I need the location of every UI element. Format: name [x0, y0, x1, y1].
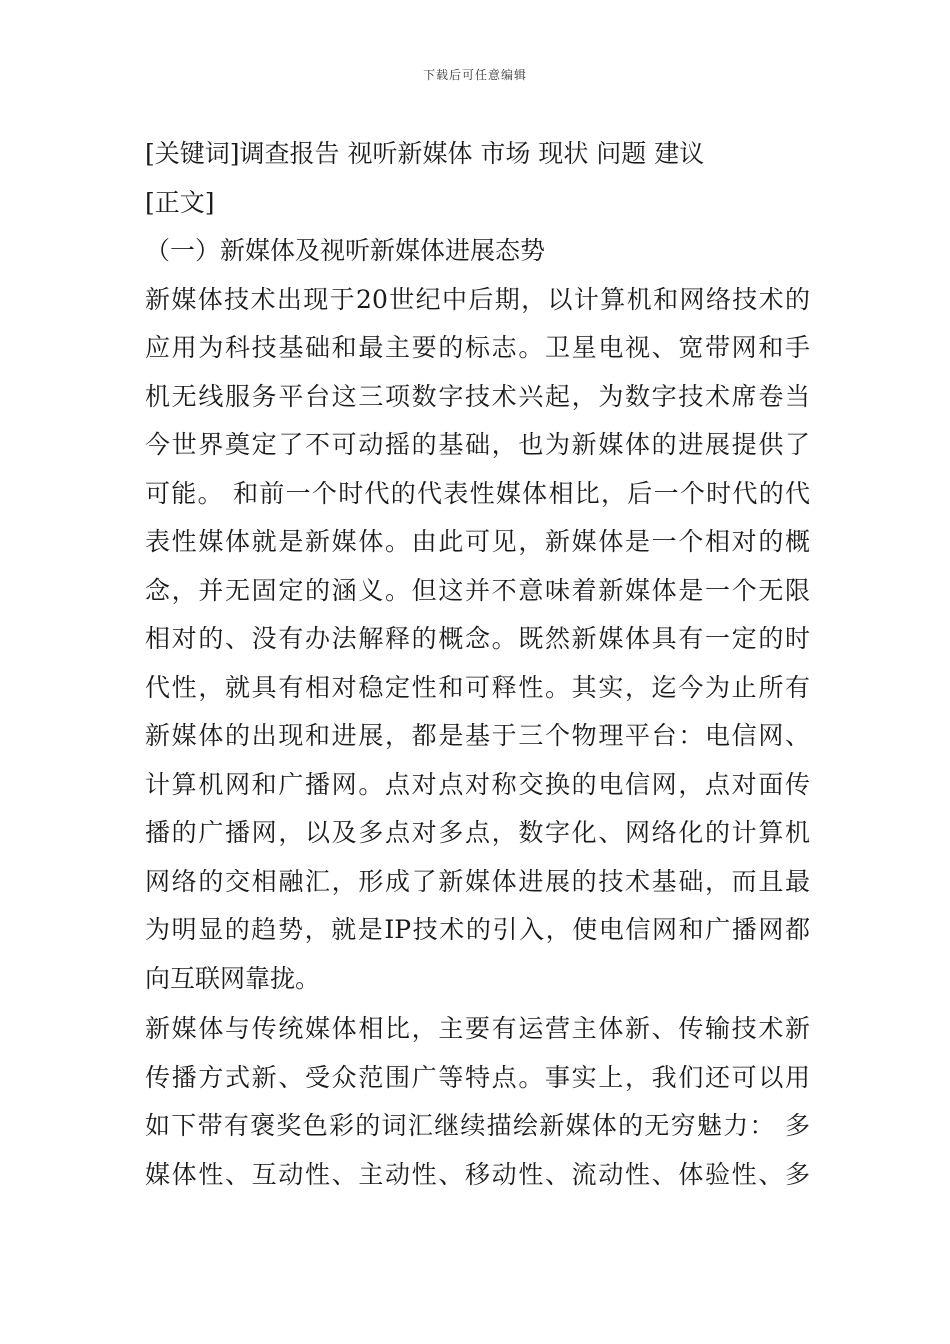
- paragraph-line: 新媒体的出现和进展，都是基于三个物理平台：电信网、: [145, 721, 810, 750]
- paragraph-2: [145, 1005, 810, 1199]
- paragraph-line: 表性媒体就是新媒体。由此可见，新媒体是一个相对的概: [145, 527, 810, 556]
- paragraph-line: 向互联网靠拢。: [145, 963, 321, 993]
- paragraph-line: 如下带有褒奖色彩的词汇继续描绘新媒体的无穷魅力： 多: [145, 1111, 810, 1140]
- paragraph-line: 计算机网和广播网。点对点对称交换的电信网，点对面传: [145, 769, 810, 799]
- paragraph-line: 为明显的趋势，就是IP技术的引入，使电信网和广播网都: [145, 915, 810, 944]
- paragraph-line: 网络的交相融汇，形成了新媒体进展的技术基础，而且最: [145, 866, 810, 896]
- paragraph-line: 机无线服务平台这三项数字技术兴起，为数字技术席卷当: [145, 381, 810, 411]
- page-header: 下载后可任意编辑: [422, 68, 527, 82]
- paragraph-line: 相对的、没有办法解释的概念。既然新媒体具有一定的时: [145, 624, 810, 653]
- paragraph-line: 媒体性、互动性、主动性、移动性、流动性、体验性、多: [145, 1159, 810, 1189]
- paragraph-line: 应用为科技基础和最主要的标志。卫星电视、宽带网和手: [145, 333, 810, 362]
- paragraph-line: 今世界奠定了不可动摇的基础，也为新媒体的进展提供了: [145, 430, 810, 459]
- paragraph-line: 代性，就具有相对稳定性和可释性。其实，迄今为止所有: [145, 672, 810, 702]
- paragraph-line: 可能。 和前一个时代的代表性媒体相比，后一个时代的代: [145, 478, 810, 508]
- paragraph-line: 新媒体技术出现于20世纪中后期，以计算机和网络技术的: [145, 284, 810, 314]
- paragraph-line: 新媒体与传统媒体相比，主要有运营主体新、传输技术新: [145, 1014, 810, 1043]
- paragraph-1: [145, 276, 810, 1004]
- paragraph-line: 播的广播网，以及多点对多点，数字化、网络化的计算机: [145, 818, 810, 847]
- document-body: [145, 130, 810, 1199]
- paragraph-line: 念，并无固定的涵义。但这并不意味着新媒体是一个无限: [145, 575, 810, 605]
- body-label: [正文]: [145, 187, 215, 217]
- section-heading: （一）新媒体及视听新媒体进展态势: [145, 236, 546, 265]
- paragraph-line: 传播方式新、受众范围广等特点。事实上，我们还可以用: [145, 1062, 810, 1092]
- keywords-line: [关键词]调查报告 视听新媒体 市场 现状 问题 建议: [145, 139, 705, 168]
